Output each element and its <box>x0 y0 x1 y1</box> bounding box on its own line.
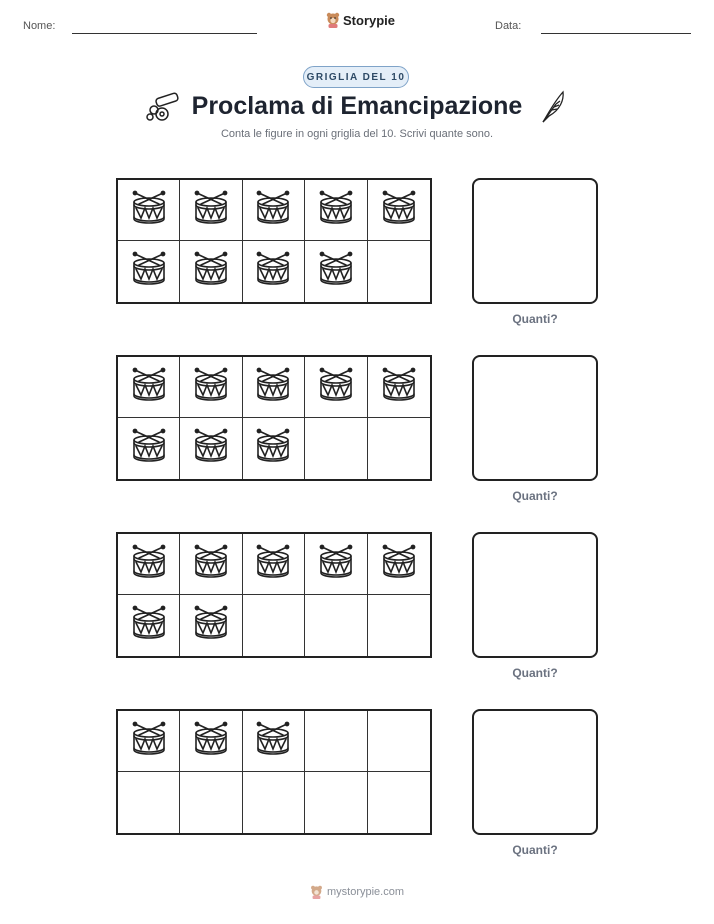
drum-icon <box>192 190 230 231</box>
ten-frame-1 <box>116 178 432 304</box>
brand-name: Storypie <box>343 12 396 28</box>
drum-icon <box>317 251 355 292</box>
drum-icon <box>192 428 230 469</box>
frame-cell <box>243 180 305 241</box>
drum-icon <box>254 721 292 762</box>
frame-cell <box>180 595 242 656</box>
bear-mascot-icon <box>326 12 340 28</box>
answer-box-4[interactable] <box>472 709 598 835</box>
frame-cell <box>305 534 367 595</box>
drum-icon <box>192 367 230 408</box>
answer-label-1: Quanti? <box>512 312 558 326</box>
drum-icon <box>130 721 168 762</box>
frame-cell <box>368 711 430 772</box>
drum-icon <box>317 367 355 408</box>
frame-cell <box>243 534 305 595</box>
frame-cell <box>180 711 242 772</box>
frame-cell <box>243 595 305 656</box>
drum-icon <box>130 605 168 646</box>
frame-cell <box>180 534 242 595</box>
answer-box-1[interactable] <box>472 178 598 304</box>
instructions: Conta le figure in ogni griglia del 10. Scrivi quante sono. <box>220 128 494 140</box>
footer <box>0 885 714 899</box>
drum-icon <box>380 544 418 585</box>
frame-cell <box>180 357 242 418</box>
date-label: Data: <box>495 20 522 32</box>
drum-icon <box>130 367 168 408</box>
drum-icon <box>254 251 292 292</box>
frame-cell <box>368 418 430 479</box>
frame-cell <box>243 711 305 772</box>
drum-icon <box>192 721 230 762</box>
frame-cell <box>305 357 367 418</box>
frame-cell <box>368 357 430 418</box>
drum-icon <box>380 190 418 231</box>
answer-label-3: Quanti? <box>512 666 558 680</box>
frame-cell <box>118 180 180 241</box>
ten-frame-3 <box>116 532 432 658</box>
frame-cell <box>243 772 305 833</box>
frame-cell <box>305 180 367 241</box>
drum-icon <box>192 251 230 292</box>
frame-cell <box>118 418 180 479</box>
drum-icon <box>317 544 355 585</box>
frame-cell <box>368 595 430 656</box>
frame-cell <box>180 180 242 241</box>
frame-cell <box>305 711 367 772</box>
page-title: Proclama di Emancipazione <box>191 92 523 120</box>
ten-frame-2 <box>116 355 432 481</box>
quill-feather-icon <box>540 90 566 124</box>
frame-cell <box>180 418 242 479</box>
answer-label-2: Quanti? <box>512 489 558 503</box>
name-label: Nome: <box>23 20 56 32</box>
frame-cell <box>180 772 242 833</box>
drum-icon <box>317 190 355 231</box>
drum-icon <box>130 544 168 585</box>
drum-icon <box>130 190 168 231</box>
drum-icon <box>192 544 230 585</box>
frame-cell <box>305 772 367 833</box>
frame-cell <box>368 534 430 595</box>
drum-icon <box>254 190 292 231</box>
frame-cell <box>118 357 180 418</box>
frame-cell <box>180 241 242 302</box>
drum-icon <box>130 251 168 292</box>
bear-mascot-icon <box>310 885 323 899</box>
footer-url: mystorypie.com <box>326 886 405 898</box>
frame-cell <box>305 418 367 479</box>
frame-cell <box>118 711 180 772</box>
frame-cell <box>368 772 430 833</box>
frame-cell <box>368 180 430 241</box>
frame-cell <box>243 418 305 479</box>
date-line[interactable] <box>541 33 691 34</box>
ten-frame-4 <box>116 709 432 835</box>
drum-icon <box>380 367 418 408</box>
frame-cell <box>118 534 180 595</box>
frame-cell <box>305 595 367 656</box>
drum-icon <box>254 428 292 469</box>
frame-cell <box>118 772 180 833</box>
frame-cell <box>118 241 180 302</box>
drum-icon <box>254 367 292 408</box>
drum-icon <box>254 544 292 585</box>
name-line[interactable] <box>72 33 257 34</box>
answer-label-4: Quanti? <box>512 843 558 857</box>
drum-icon <box>130 428 168 469</box>
answer-box-3[interactable] <box>472 532 598 658</box>
frame-cell <box>305 241 367 302</box>
frame-cell <box>368 241 430 302</box>
frame-cell <box>243 357 305 418</box>
frame-cell <box>243 241 305 302</box>
answer-box-2[interactable] <box>472 355 598 481</box>
drum-icon <box>192 605 230 646</box>
frame-cell <box>118 595 180 656</box>
brand-logo <box>326 12 395 28</box>
worksheet-type-badge: GRIGLIA DEL 10 <box>303 66 409 88</box>
